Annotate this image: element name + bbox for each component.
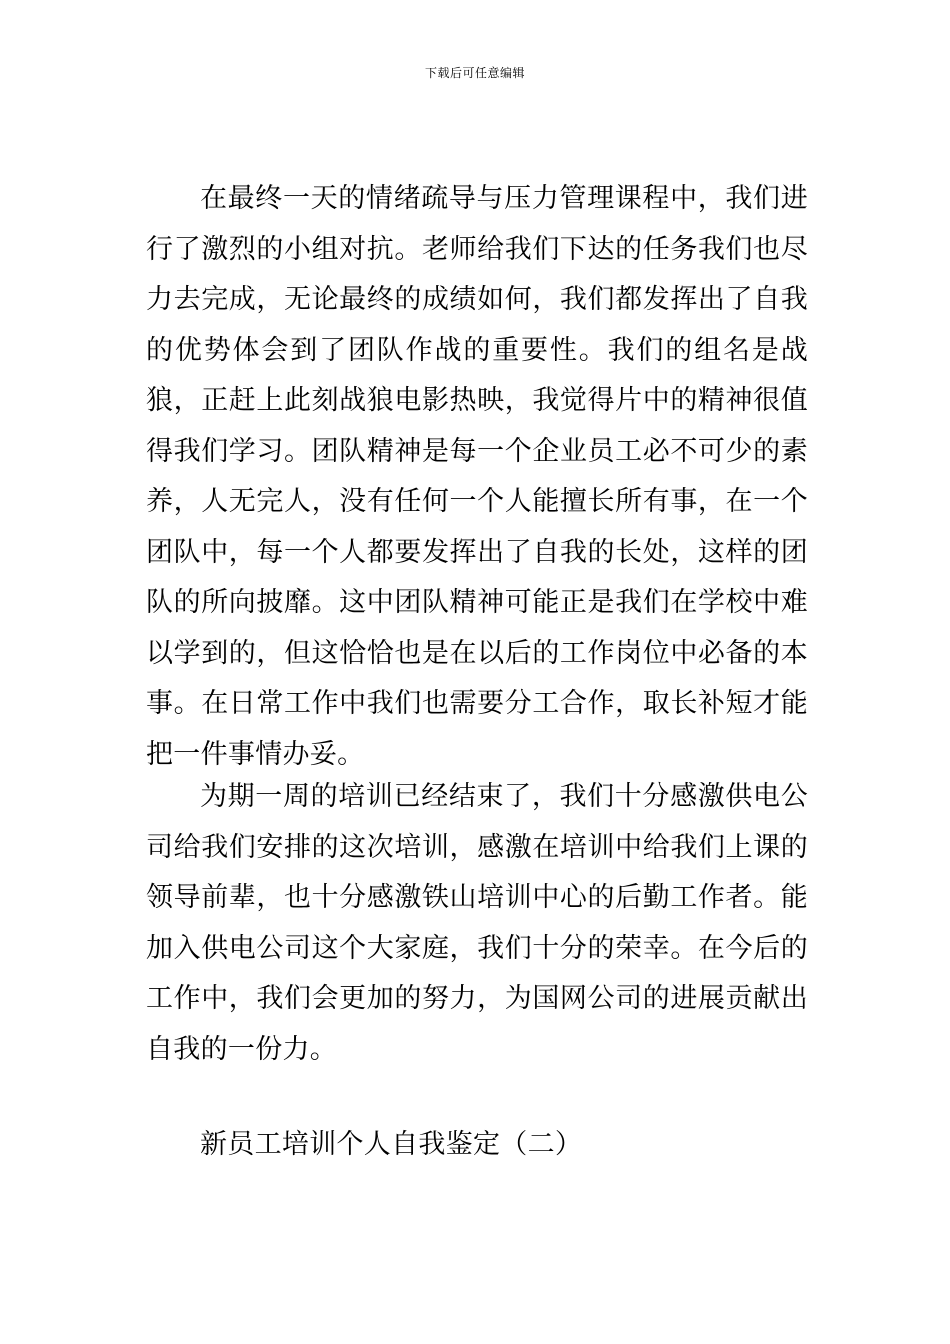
page-header-note: 下载后可任意编辑 bbox=[424, 66, 525, 80]
body-paragraph-2: 为期一周的培训已经结束了，我们十分感激供电公司给我们安排的这次培训，感激在培训中给我们上课的领导前辈，也十分感激铁山培训中心的后勤工作者。能加入供电公司这个大家庭，我们十分的荣幸。在今后的工作中，我们会更加的努力，为国网公司的进展贡献出自我的一份力。 bbox=[146, 781, 808, 1065]
section-title: 新员工培训个人自我鉴定（二） bbox=[200, 1129, 583, 1160]
body-paragraph-1: 在最终一天的情绪疏导与压力管理课程中，我们进行了激烈的小组对抗。老师给我们下达的任务我们也尽力去完成，无论最终的成绩如何，我们都发挥出了自我的优势体会到了团队作战的重要性。我们的组名是战狼，正赶上此刻战狼电影热映，我觉得片中的精神很值得我们学习。团队精神是每一个企业员工必不可少的素养，人无完人，没有任何一个人能擅长所有事，在一个团队中，每一个人都要发挥出了自我的长处，这样的团队的所向披靡。这中团队精神可能正是我们在学校中难以学到的，但这恰恰也是在以后的工作岗位中必备的本事。在日常工作中我们也需要分工合作，取长补短才能把一件事情办妥。 bbox=[146, 183, 808, 770]
